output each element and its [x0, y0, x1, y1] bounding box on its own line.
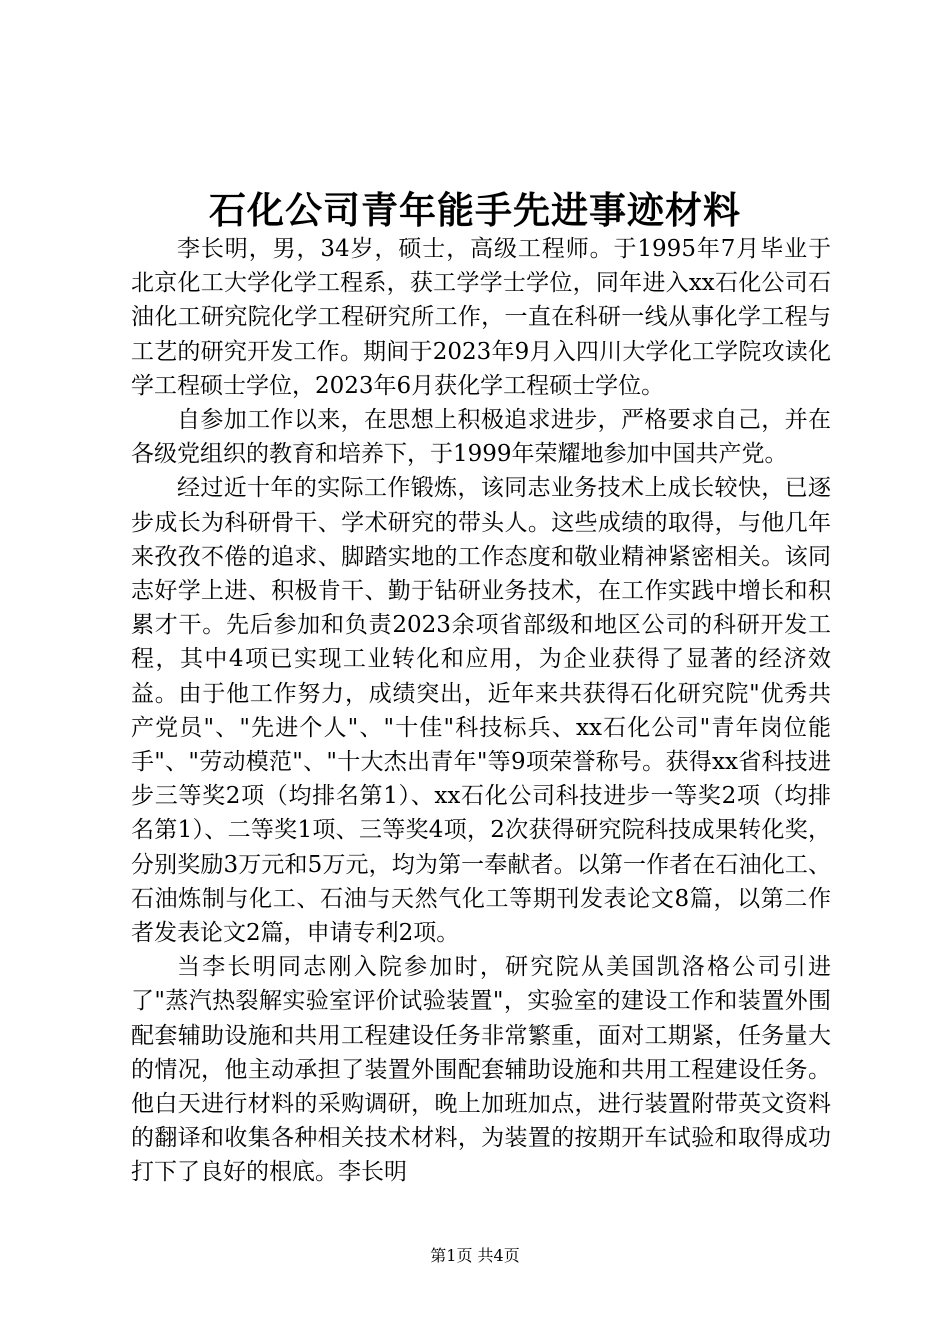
page-number-footer: 第1页 共4页: [430, 1246, 520, 1265]
paragraph-1: 李长明，男，34岁，硕士，高级工程师。于1995年7月毕业于北京化工大学化学工程系，获工学学士学位，同年进入xx石化公司石油化工研究院化学工程研究所工作，一直在科研一线从事化学工程与工艺的研究开发工作。期间于2023年9月入四川大学化工学院攻读化学工程硕士学位，2023年6月获化学工程硕士学位。: [131, 236, 831, 399]
paragraph-4: 当李长明同志刚入院参加时，研究院从美国凯洛格公司引进了"蒸汽热裂解实验室评价试验装置"，实验室的建设工作和装置外围配套辅助设施和共用工程建设任务非常繁重，面对工期紧，任务量大的情况，他主动承担了装置外围配套辅助设施和共用工程建设任务。他白天进行材料的采购调研，晚上加班加点，进行装置附带英文资料的翻译和收集各种相关技术材料，为装置的按期开车试验和取得成功打下了良好的根底。李长明: [131, 954, 831, 1186]
paragraph-2: 自参加工作以来，在思想上积极追求进步，严格要求自己，并在各级党组织的教育和培养下，于1999年荣耀地参加中国共产党。: [131, 407, 831, 468]
document-title: 石化公司青年能手先进事迹材料: [209, 188, 741, 232]
document-body: [131, 232, 831, 1190]
paragraph-3: 经过近十年的实际工作锻炼，该同志业务技术上成长较快，已逐步成长为科研骨干、学术研究的带头人。这些成绩的取得，与他几年来孜孜不倦的追求、脚踏实地的工作态度和敬业精神紧密相关。该同志好学上进、积极肯干、勤于钻研业务技术，在工作实践中增长和积累才干。先后参加和负责2023余项省部级和地区公司的科研开发工程，其中4项已实现工业转化和应用，为企业获得了显著的经济效益。由于他工作努力，成绩突出，近年来共获得石化研究院"优秀共产党员"、"先进个人"、"十佳"科技标兵、xx石化公司"青年岗位能手"、"劳动模范"、"十大杰出青年"等9项荣誉称号。获得xx省科技进步三等奖2项（均排名第1）、xx石化公司科技进步一等奖2项（均排名第1）、二等奖1项、三等奖4项，2次获得研究院科技成果转化奖，分别奖励3万元和5万元，均为第一奉献者。以第一作者在石油化工、石油炼制与化工、石油与天然气化工等期刊发表论文8篇，以第二作者发表论文2篇，申请专利2项。: [131, 475, 831, 947]
